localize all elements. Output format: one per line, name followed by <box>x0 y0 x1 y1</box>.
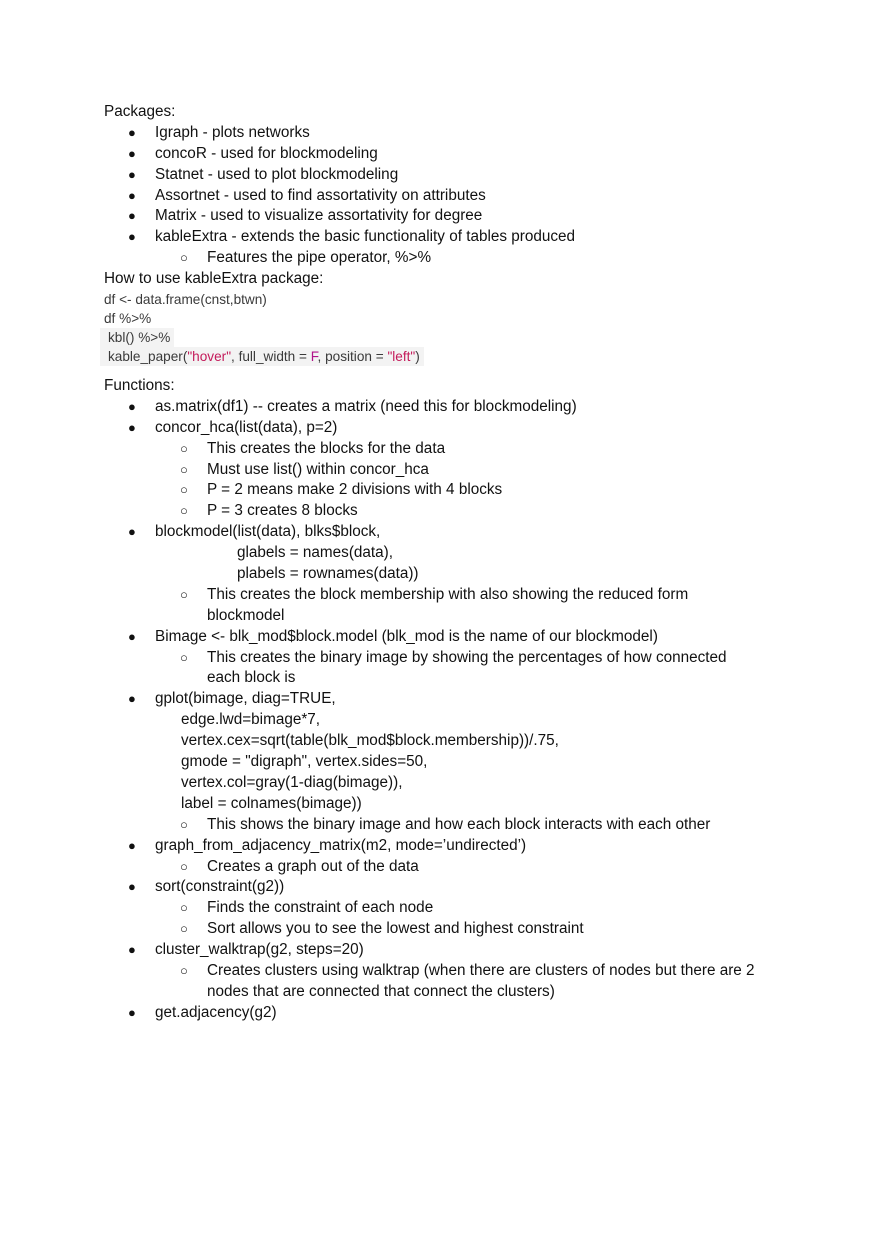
list-item: ● concor_hca(list(data), p=2) <box>104 418 804 439</box>
sub-list-item: ○ Finds the constraint of each node <box>104 898 804 919</box>
sub-list-item: ○ Must use list() within concor_hca <box>104 460 804 481</box>
list-item: ● cluster_walktrap(g2, steps=20) <box>104 940 804 961</box>
sub-list-item: ○ This creates the block membership with also showing the reduced form <box>104 585 804 606</box>
sub-list-item-continuation: blockmodel <box>207 606 285 624</box>
list-item: ● Statnet - used to plot blockmodeling <box>104 165 804 186</box>
list-item: ● Bimage <- blk_mod$block.model (blk_mod is the name of our blockmodel) <box>104 627 804 648</box>
sub-list-item: ○ P = 3 creates 8 blocks <box>104 501 804 522</box>
packages-heading: Packages: <box>104 103 176 120</box>
sub-list-item: ○ Creates clusters using walktrap (when there are clusters of nodes but there are 2 <box>104 961 804 982</box>
sub-list-item: ○ Features the pipe operator, %>% <box>104 248 804 269</box>
list-item: ● blockmodel(list(data), blks$block, <box>104 522 804 543</box>
howto-heading: How to use kableExtra package: <box>104 270 324 288</box>
list-item-continuation: vertex.col=gray(1-diag(bimage)), <box>181 773 403 791</box>
list-item-continuation: gmode = "digraph", vertex.sides=50, <box>181 753 428 771</box>
list-item: ● gplot(bimage, diag=TRUE, <box>104 689 804 710</box>
list-item-continuation: edge.lwd=bimage*7, <box>181 711 321 729</box>
document-page <box>104 102 804 1024</box>
list-item: ● Assortnet - used to find assortativity on attributes <box>104 186 804 207</box>
list-item: ● kableExtra - extends the basic functionality of tables produced <box>104 227 804 248</box>
sub-list-item: ○ This creates the binary image by showing the percentages of how connected <box>104 648 804 669</box>
list-item: ● Igraph - plots networks <box>104 123 804 144</box>
list-item-continuation: plabels = rownames(data)) <box>237 565 419 583</box>
sub-list-item-continuation: nodes that are connected that connect the clusters) <box>207 982 555 1000</box>
code-line: df <- data.frame(cnst,btwn) <box>104 292 267 308</box>
list-item-continuation: glabels = names(data), <box>237 544 394 562</box>
sub-list-item-continuation: each block is <box>207 669 296 687</box>
code-line: df %>% <box>104 311 152 327</box>
list-item-continuation: label = colnames(bimage)) <box>181 794 362 812</box>
functions-heading: Functions: <box>104 377 175 395</box>
list-item: ● sort(constraint(g2)) <box>104 877 804 898</box>
sub-list-item: ○ P = 2 means make 2 divisions with 4 blocks <box>104 480 804 501</box>
sub-list-item: ○ Sort allows you to see the lowest and highest constraint <box>104 919 804 940</box>
code-line: kable_paper("hover", full_width = F, position = "left") <box>100 347 424 366</box>
code-line: kbl() %>% <box>100 328 174 347</box>
list-item: ● as.matrix(df1) -- creates a matrix (need this for blockmodeling) <box>104 397 804 418</box>
list-item: ● Matrix - used to visualize assortativity for degree <box>104 206 804 227</box>
list-item: ● get.adjacency(g2) <box>104 1003 804 1024</box>
list-item-continuation: vertex.cex=sqrt(table(blk_mod$block.membership))/.75, <box>181 732 559 750</box>
code-block <box>104 290 804 366</box>
sub-list-item: ○ This shows the binary image and how each block interacts with each other <box>104 815 804 836</box>
sub-list-item: ○ This creates the blocks for the data <box>104 439 804 460</box>
sub-list-item: ○ Creates a graph out of the data <box>104 857 804 878</box>
list-item: ● concoR - used for blockmodeling <box>104 144 804 165</box>
list-item: ● graph_from_adjacency_matrix(m2, mode=’undirected’) <box>104 836 804 857</box>
